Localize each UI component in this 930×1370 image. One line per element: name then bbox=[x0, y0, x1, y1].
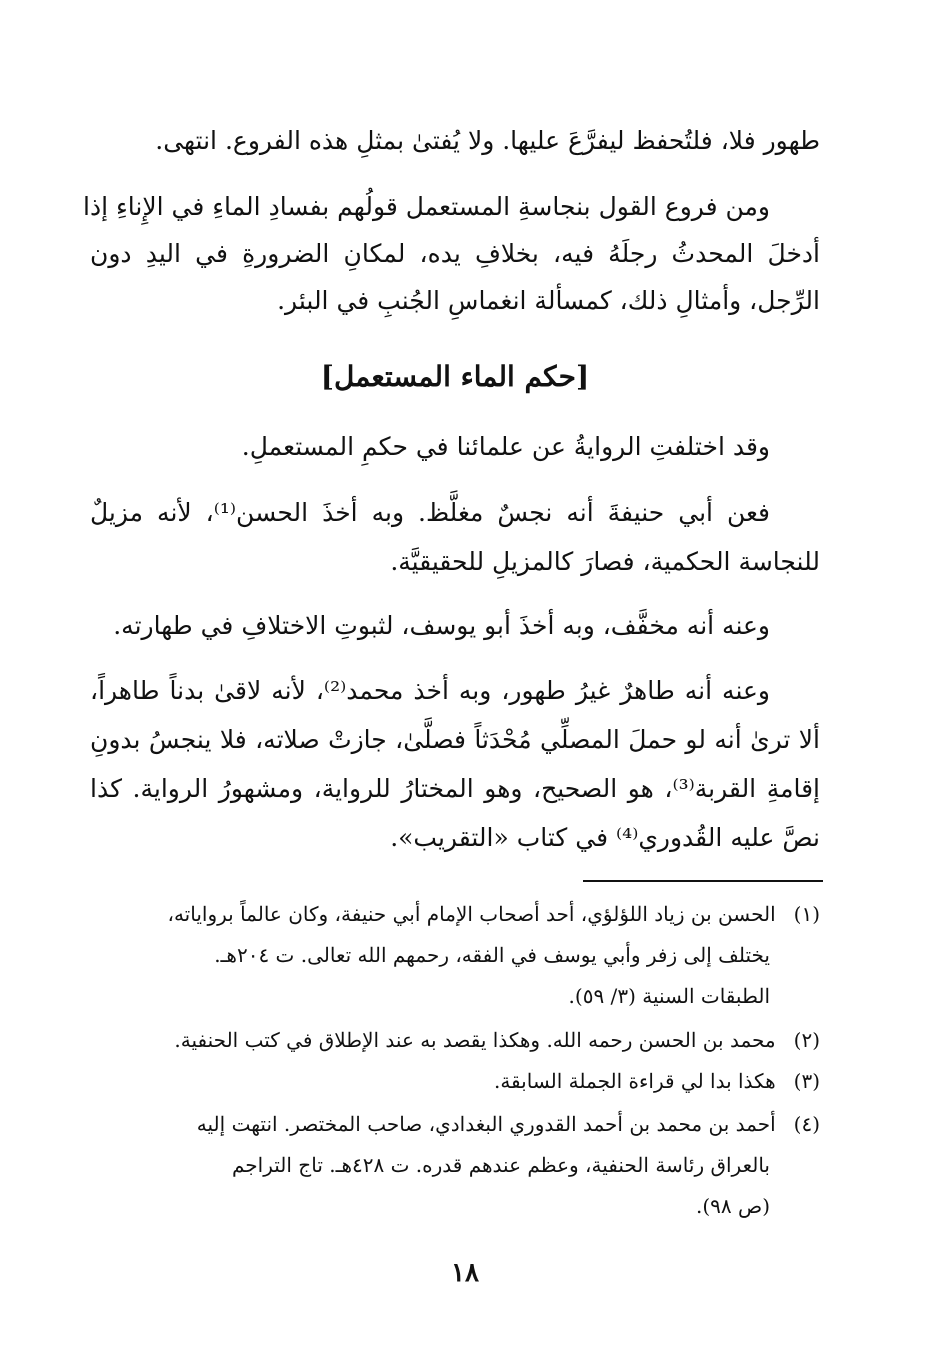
body-line-4: الرِّجل، وأمثالِ ذلك، كمسألة انغماسِ الجُنبِ في البئر. bbox=[277, 286, 820, 315]
body-line-2: ومن فروع القول بنجاسةِ المستعمل قولُهم بفسادِ الماءِ في الإِناءِ إذا bbox=[83, 192, 770, 221]
footnote-1-line-2: يختلف إلى زفر وأبي يوسف في الفقه، رحمهم الله تعالى. ت ٢٠٤هـ. bbox=[214, 943, 770, 967]
footnote-4-line-1 bbox=[90, 1114, 820, 1134]
body-line-5: وقد اختلفتِ الروايةُ عن علمائنا في حكمِ المستعملِ. bbox=[241, 432, 770, 461]
footnote-text: هكذا بدا لي قراءة الجملة السابقة. bbox=[493, 1069, 776, 1093]
page-number: ١٨ bbox=[451, 1258, 479, 1288]
body-line-11: إقامةِ القربة⁽³⁾، هو الصحيح، وهو المختارُ للرواية، ومشهورُ الرواية. كذا bbox=[90, 774, 821, 803]
body-line-1: طهور فلا، فلتُحفظ ليفرَّعَ عليها. ولا يُفتىٰ بمثلِ هذه الفروع. انتهى. bbox=[155, 126, 820, 155]
footnote-number: (٤) bbox=[793, 1112, 820, 1136]
body-line-8: وعنه أنه مخفَّف، وبه أخذَ أبو يوسف، لثبوتِ الاختلافِ في طهارته. bbox=[113, 611, 770, 640]
footnote-number: (١) bbox=[793, 902, 820, 926]
footnote-3-line-1 bbox=[90, 1071, 820, 1091]
footnote-1-line-1 bbox=[90, 904, 820, 924]
footnote-1-line-3: الطبقات السنية (٣/ ٥٩). bbox=[568, 984, 770, 1008]
footnote-number: (٣) bbox=[793, 1069, 820, 1093]
body-line-7: للنجاسة الحكمية، فصارَ كالمزيلِ للحقيقيَّة. bbox=[390, 547, 820, 576]
body-line-12: نصَّ عليه القُدوري⁽⁴⁾ في كتاب «التقريب». bbox=[390, 823, 820, 852]
footnote-4-line-2: بالعراق رئاسة الحنفية، وعظم عندهم قدره. ت ٤٢٨هـ. تاج التراجم bbox=[232, 1153, 770, 1177]
footnote-2-line-1 bbox=[90, 1030, 820, 1050]
body-line-9: وعنه أنه طاهرٌ غيرُ طهور، وبه أخذ محمد⁽²⁾، لأنه لاقىٰ بدناً طاهراً، bbox=[90, 676, 770, 705]
footnote-separator bbox=[583, 880, 823, 882]
footnote-text: أحمد بن محمد بن أحمد القدوري البغدادي، صاحب المختصر. انتهت إليه bbox=[196, 1112, 776, 1136]
body-line-6: فعن أبي حنيفةَ أنه نجسٌ مغلَّظ. وبه أخذَ الحسن⁽¹⁾، لأنه مزيلٌ bbox=[90, 498, 770, 527]
footnote-number: (٢) bbox=[793, 1028, 820, 1052]
section-heading: [حكم الماء المستعمل] bbox=[320, 360, 590, 393]
footnote-text: محمد بن الحسن رحمه الله. وهكذا يقصد به عند الإطلاق في كتب الحنفية. bbox=[174, 1028, 776, 1052]
footnote-4-line-3: (ص ٩٨). bbox=[696, 1194, 770, 1218]
footnote-text: الحسن بن زياد اللؤلؤي، أحد أصحاب الإمام أبي حنيفة، وكان عالماً برواياته، bbox=[167, 902, 776, 926]
body-line-10: ألا ترىٰ أنه لو حملَ المصلِّي مُحْدَثاً فصلَّىٰ، جازتْ صلاته، فلا ينجسُ بدونِ bbox=[90, 725, 820, 754]
body-line-3: أدخلَ المحدثُ رجلَهُ فيه، بخلافِ يده، لمكانِ الضرورةِ في اليدِ دون bbox=[90, 239, 820, 268]
